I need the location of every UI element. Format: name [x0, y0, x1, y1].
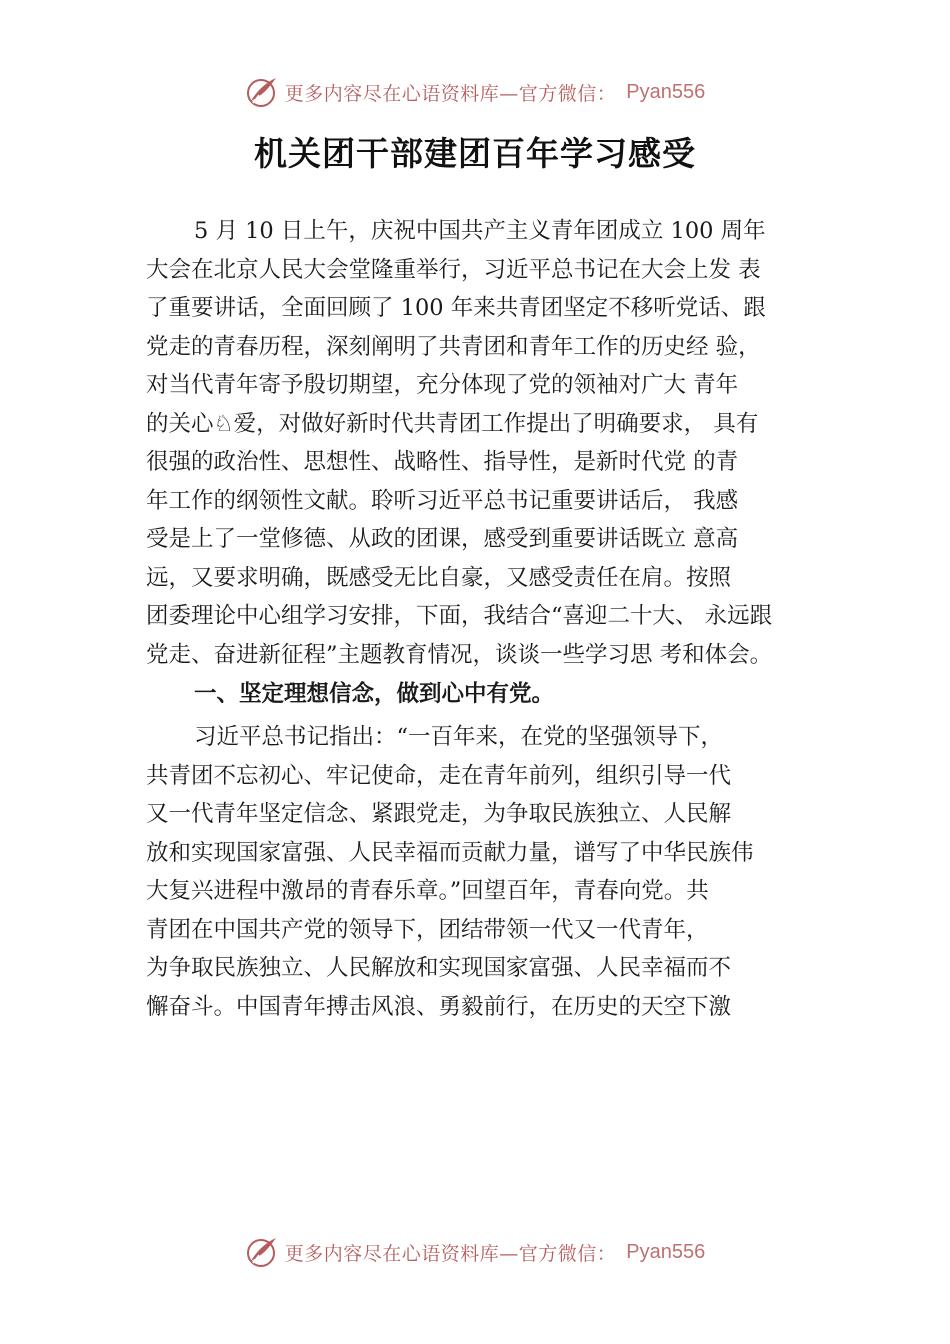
paragraph-line: 习近平总书记指出：“一百年来，在党的坚强领导下， [194, 724, 724, 750]
paragraph-line: 为争取民族独立、人民解放和实现国家富强、人民幸福而不 [146, 955, 732, 981]
banner-wechat-id: Pyan556 [626, 1240, 706, 1263]
paragraph-line: 大会在北京人民大会堂隆重举行，习近平总书记在大会上发 表 [146, 256, 761, 283]
paragraph-line: 了重要讲话，全面回顾了 100 年来共青团坚定不移听党话、跟 [146, 295, 766, 321]
paragraph-line: 放和实现国家富强、人民幸福而贡献力量，谱写了中华民族伟 [146, 839, 754, 866]
header-banner [0, 72, 950, 112]
document-body [146, 212, 846, 1026]
paragraph-line: 对当代青年寄予殷切期望，充分体现了党的领袖对广大 青年 [146, 372, 739, 398]
document-title: 机关团干部建团百年学习感受 [254, 134, 696, 173]
quill-logo-icon [245, 75, 279, 109]
quill-logo-icon [245, 1235, 279, 1269]
footer-banner [0, 1232, 950, 1272]
paragraph-line: 团委理论中心组学习安排，下面，我结合“喜迎二十大、 永远跟 [146, 603, 773, 629]
banner-wechat-id: Pyan556 [626, 80, 706, 103]
paragraph-line: 青团在中国共产党的领导下，团结带领一代又一代青年， [146, 916, 709, 943]
paragraph-line: 共青团不忘初心、牢记使命，走在青年前列，组织引导一代 [146, 762, 732, 789]
banner-text: 更多内容尽在心语资料库—官方微信： [284, 1242, 617, 1265]
paragraph-line: 党走的青春历程，深刻阐明了共青团和青年工作的历史经 验， [146, 333, 761, 360]
banner-text: 更多内容尽在心语资料库—官方微信： [284, 82, 617, 105]
paragraph-line: 5 月 10 日上午，庆祝中国共产主义青年团成立 100 周年 [194, 218, 766, 244]
paragraph-line: 受是上了一堂修德、从政的团课，感受到重要讲话既立 意高 [146, 526, 739, 552]
section-heading: 一、坚定理想信念，做到心中有党。 [194, 681, 555, 707]
paragraph-line: 的关心♘爱，对做好新时代共青团工作提出了明确要求， 具有 [146, 410, 759, 437]
paragraph-line: 年工作的纲领性文献。聆听习近平总书记重要讲话后， 我感 [146, 487, 739, 514]
paragraph-line: 远，又要求明确，既感受无比自豪，又感受责任在肩。按照 [146, 564, 732, 591]
paragraph-line: 懈奋斗。中国青年搏击风浪、勇毅前行，在历史的天空下激 [146, 993, 732, 1020]
paragraph-line: 党走、奋进新征程”主题教育情况，谈谈一些学习思 考和体会。 [146, 641, 773, 668]
paragraph-line: 很强的政治性、思想性、战略性、指导性，是新时代党 的青 [146, 449, 739, 475]
paragraph-line: 又一代青年坚定信念、紧跟党走，为争取民族独立、人民解 [146, 801, 732, 827]
paragraph-line: 大复兴进程中激昂的青春乐章。”回望百年，青春向党。共 [146, 878, 709, 904]
